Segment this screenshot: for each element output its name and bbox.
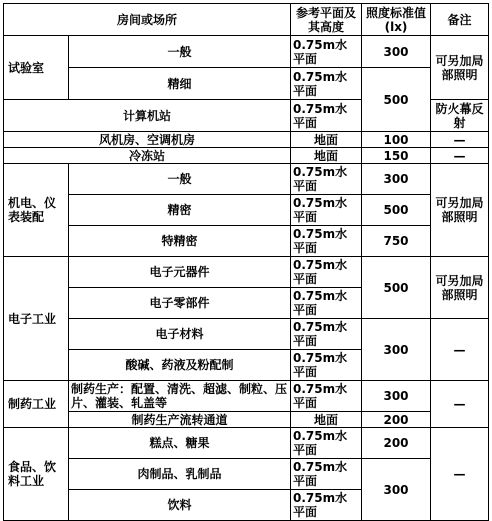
room-name: 制药生产：配置、清洗、超滤、制粒、压片、灌装、轧盖等 xyxy=(69,381,291,412)
room-name: 酸碱、药液及粉配制 xyxy=(69,350,291,381)
plane-cell: 0.75m水平面 xyxy=(291,490,362,521)
lux-cell: 300 xyxy=(362,381,431,412)
room-name: 精密 xyxy=(69,195,291,226)
table-row xyxy=(4,132,489,148)
note-cell: 可另加局部照明 xyxy=(431,164,489,257)
note-cell: — xyxy=(431,428,489,521)
table-row xyxy=(4,164,489,195)
table-row xyxy=(4,36,489,68)
plane-cell: 地面 xyxy=(291,132,362,148)
plane-cell: 0.75m水平面 xyxy=(291,319,362,350)
lux-cell: 150 xyxy=(362,148,431,164)
lux-cell: 750 xyxy=(362,226,431,257)
category-lab: 试验室 xyxy=(4,36,69,100)
header-note: 备注 xyxy=(431,4,489,36)
room-name: 电子零部件 xyxy=(69,288,291,319)
room-name: 风机房、空调机房 xyxy=(4,132,291,148)
plane-cell: 0.75m水平面 xyxy=(291,428,362,459)
category-mech: 机电、仪表装配 xyxy=(4,164,69,257)
plane-cell: 0.75m水平面 xyxy=(291,226,362,257)
room-name: 冷冻站 xyxy=(4,148,291,164)
room-name: 糕点、糖果 xyxy=(69,428,291,459)
plane-cell: 0.75m水平面 xyxy=(291,350,362,381)
lux-cell: 500 xyxy=(362,68,431,132)
room-name: 计算机站 xyxy=(4,100,291,132)
category-pharma: 制药工业 xyxy=(4,381,69,428)
plane-cell: 0.75m水平面 xyxy=(291,459,362,490)
table-row xyxy=(4,428,489,459)
note-cell: 可另加局部照明 xyxy=(431,257,489,319)
table-row xyxy=(4,412,489,428)
plane-cell: 地面 xyxy=(291,412,362,428)
header-room: 房间或场所 xyxy=(4,4,291,36)
table-row xyxy=(4,148,489,164)
lux-cell: 300 xyxy=(362,164,431,195)
plane-cell: 0.75m水平面 xyxy=(291,100,362,132)
lux-cell: 500 xyxy=(362,257,431,319)
plane-cell: 0.75m水平面 xyxy=(291,381,362,412)
note-cell: — xyxy=(431,132,489,148)
plane-cell: 0.75m水平面 xyxy=(291,257,362,288)
lux-cell: 200 xyxy=(362,428,431,459)
table-row xyxy=(4,319,489,350)
illuminance-standard-table xyxy=(3,3,489,521)
table-row xyxy=(4,226,489,257)
lux-cell: 100 xyxy=(362,132,431,148)
table-row xyxy=(4,381,489,412)
table-row xyxy=(4,257,489,288)
category-food: 食品、饮料工业 xyxy=(4,428,69,521)
lux-cell: 300 xyxy=(362,36,431,68)
plane-cell: 0.75m水平面 xyxy=(291,195,362,226)
plane-cell: 0.75m水平面 xyxy=(291,164,362,195)
category-elec: 电子工业 xyxy=(4,257,69,381)
room-name: 一般 xyxy=(69,164,291,195)
table-header-row xyxy=(4,4,489,36)
table-row xyxy=(4,68,489,100)
plane-cell: 0.75m水平面 xyxy=(291,36,362,68)
plane-cell: 0.75m水平面 xyxy=(291,288,362,319)
room-name: 饮料 xyxy=(69,490,291,521)
room-name: 精细 xyxy=(69,68,291,100)
room-name: 一般 xyxy=(69,36,291,68)
note-cell: — xyxy=(431,148,489,164)
note-cell: — xyxy=(431,381,489,428)
room-name: 电子元器件 xyxy=(69,257,291,288)
table-row xyxy=(4,459,489,490)
table-row xyxy=(4,195,489,226)
plane-cell: 地面 xyxy=(291,148,362,164)
header-plane: 参考平面及其高度 xyxy=(291,4,362,36)
lux-cell: 200 xyxy=(362,412,431,428)
note-cell: 防火幕反射 xyxy=(431,100,489,132)
room-name: 电子材料 xyxy=(69,319,291,350)
lux-cell: 300 xyxy=(362,459,431,521)
lux-cell: 500 xyxy=(362,195,431,226)
room-name: 制药生产流转通道 xyxy=(69,412,291,428)
lux-cell: 300 xyxy=(362,319,431,381)
plane-cell: 0.75m水平面 xyxy=(291,68,362,100)
room-name: 肉制品、乳制品 xyxy=(69,459,291,490)
note-cell: — xyxy=(431,319,489,381)
note-cell: 可另加局部照明 xyxy=(431,36,489,100)
room-name: 特精密 xyxy=(69,226,291,257)
header-lux: 照度标准值(lx) xyxy=(362,4,431,36)
